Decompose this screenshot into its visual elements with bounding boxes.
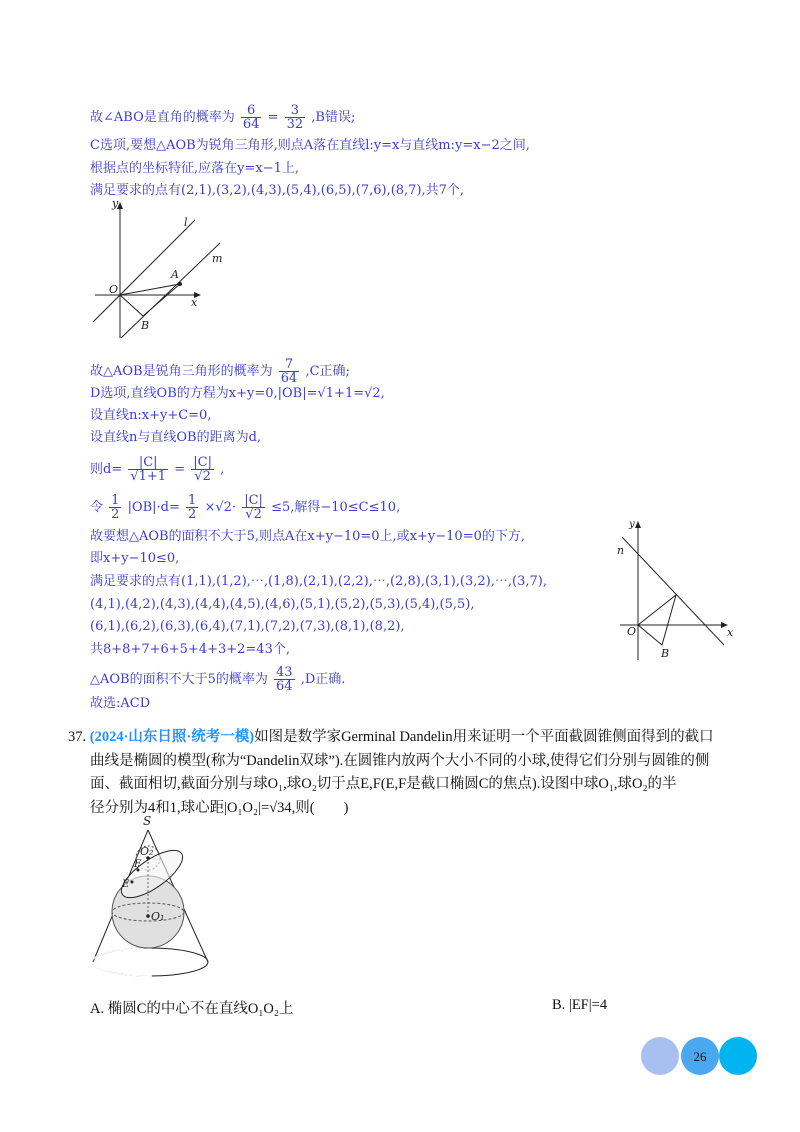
solution-line-7: 设直线n:x+y+C=0, [90, 408, 212, 423]
numerator: 1 [188, 493, 197, 508]
denominator: 2 [188, 507, 197, 522]
text: 则d= [90, 462, 123, 477]
figure-dandelin-spheres [88, 812, 218, 990]
text: , [220, 462, 225, 477]
problem-source: (2024·山东日照·统考一模) [89, 729, 255, 745]
fraction [109, 494, 121, 521]
fraction [242, 494, 265, 521]
text: ,D正确. [300, 672, 346, 687]
solution-line-12: 即x+y−10≤0, [90, 551, 180, 566]
solution-line-6: D选项,直线OB的方程为x+y=0,|OB|=√1+1=√2, [90, 386, 385, 401]
triangle-aob [638, 595, 676, 645]
solution-line-17 [90, 666, 345, 693]
text: 故△AOB是锐角三角形的概率为 [90, 364, 273, 379]
numerator: 1 [111, 493, 120, 508]
numerator: |C| [193, 455, 212, 470]
problem-line-1 [68, 725, 714, 746]
numerator: 6 [241, 104, 262, 118]
label-o2: O₂ [140, 845, 154, 858]
text: ,B错误; [311, 110, 356, 125]
denominator: 32 [286, 117, 304, 132]
solution-line-3: 根据点的坐标特征,应落在y=x−1上, [90, 161, 299, 176]
solution-line-1 [90, 104, 355, 131]
fraction [279, 358, 300, 385]
fraction [285, 104, 306, 131]
numerator: 3 [285, 104, 306, 118]
text: = [174, 462, 186, 477]
numerator: |C| [244, 493, 263, 508]
label-x: x [191, 296, 198, 309]
text: ,C正确; [305, 364, 350, 379]
line-m [121, 243, 223, 338]
denominator: 64 [276, 679, 293, 694]
denominator: 64 [242, 117, 260, 132]
text: 故∠ABO是直角的概率为 [90, 110, 235, 125]
solution-line-8: 设直线n与直线OB的距离为d, [90, 430, 262, 445]
triangle-aob [120, 284, 180, 316]
label-m: m [212, 252, 223, 265]
badge-circle-3 [719, 1037, 757, 1075]
fraction [191, 456, 214, 483]
label-f: F [134, 859, 141, 870]
figure-line-n [612, 515, 742, 665]
page-number: 26 [693, 1049, 707, 1064]
text: 如图是数学家Germinal Dandelin用来证明一个平面截圆锥侧面得到的截口 [254, 729, 714, 745]
label-a: A [171, 268, 179, 281]
fraction [241, 104, 262, 131]
denominator: 2 [111, 507, 120, 522]
text: 令 [90, 500, 104, 515]
badge-circle-1 [641, 1037, 679, 1075]
text: ≤5,解得−10≤C≤10, [271, 500, 401, 515]
problem-line-2: 曲线是椭圆的模型(称为“Dandelin双球”).在圆锥内放两个大小不同的小球,使得它们分别与圆锥的侧 [90, 753, 710, 769]
fraction [128, 456, 168, 483]
option-b[interactable]: B. |EF|=4 [552, 997, 608, 1013]
y-arrow-icon [635, 521, 641, 528]
text: = [267, 110, 279, 125]
solution-line-11: 故要想△AOB的面积不大于5,则点A在x+y−10=0上,或x+y−10=0的下方, [90, 529, 525, 544]
point-e [131, 881, 134, 884]
label-l: l [184, 216, 188, 229]
text: △AOB的面积不大于5的概率为 [90, 672, 268, 687]
label-b: B [141, 319, 150, 332]
solution-line-18: 故选:ACD [90, 696, 151, 711]
numerator: 43 [276, 665, 293, 680]
label-y: y [629, 519, 635, 530]
denominator: √2 [194, 469, 211, 484]
denominator: √2 [245, 507, 262, 522]
problem-number: 37. [68, 729, 87, 745]
solution-line-2: C选项,要想△AOB为锐角三角形,则点A落在直线l:y=x与直线m:y=x−2之间, [90, 138, 530, 153]
solution-line-5 [90, 358, 350, 385]
problem-line-4: 径分别为4和1,球心距|O₁O₂|=√34,则( ) [90, 800, 349, 816]
solution-line-9 [90, 456, 224, 483]
text: |OB|·d= [127, 500, 180, 515]
solution-line-10 [90, 494, 400, 521]
line-n [622, 537, 724, 645]
figure-lines-l-m [85, 198, 230, 343]
denominator: 64 [280, 371, 298, 386]
solution-line-14: (4,1),(4,2),(4,3),(4,4),(4,5),(4,6),(5,1),(5,2),(5,3),(5,4),(5,5), [90, 597, 475, 612]
solution-line-4: 满足要求的点有(2,1),(3,2),(4,3),(5,4),(6,5),(7,6),(8,7),共7个, [90, 183, 465, 198]
point-a [178, 282, 182, 286]
label-s: S [143, 814, 152, 828]
label-y: y [112, 198, 119, 210]
label-n: n [617, 544, 625, 557]
page-number-badge [640, 1036, 760, 1076]
fraction [274, 666, 295, 693]
solution-line-15: (6,1),(6,2),(6,3),(6,4),(7,1),(7,2),(7,3),(8,1),(8,2), [90, 619, 405, 634]
label-o1: O₁ [151, 910, 165, 923]
fraction [186, 494, 198, 521]
label-e: E [122, 879, 130, 890]
label-o: O [627, 625, 637, 638]
line-l [93, 220, 195, 322]
label-x: x [727, 626, 734, 639]
solution-line-16: 共8+8+7+6+5+4+3+2=43个, [90, 642, 290, 657]
text: ×√2· [204, 500, 237, 515]
numerator: |C| [128, 456, 168, 470]
numerator: 7 [279, 358, 300, 372]
label-b: B [661, 647, 670, 660]
label-o: O [109, 283, 119, 296]
problem-line-3: 面、截面相切,截面分别与球O₁,球O₂切于点E,F(E,F是截口椭圆C的焦点).设图中球O₁,球O₂的半 [90, 776, 677, 792]
solution-line-13: 满足要求的点有(1,1),(1,2),⋯,(1,8),(2,1),(2,2),⋯,(2,8),(3,1),(3,2),⋯,(3,7), [90, 574, 547, 589]
point-o1 [146, 914, 150, 918]
option-a[interactable]: A. 椭圆C的中心不在直线O₁O₂上 [90, 1001, 294, 1017]
denominator: √1+1 [130, 469, 167, 484]
